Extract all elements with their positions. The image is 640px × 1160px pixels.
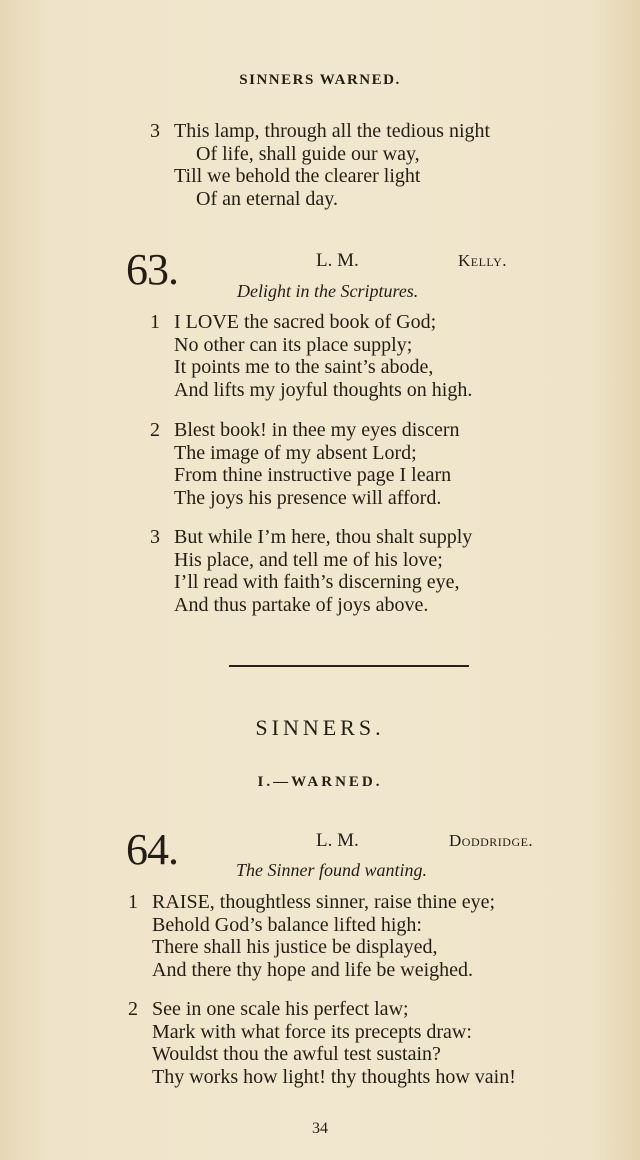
stanza-line: I’ll read with faith’s discerning eye, xyxy=(174,571,460,593)
hymn-63-author: Kelly. xyxy=(458,251,507,270)
hymn-63-stanza-2 xyxy=(150,419,460,509)
section-divider xyxy=(229,665,469,667)
hymn-63-stanza-3 xyxy=(150,526,472,616)
stanza-line: 1 RAISE, thoughtless sinner, raise thine eye; xyxy=(128,891,496,913)
page-number: 34 xyxy=(312,1120,328,1137)
stanza-line: And there thy hope and life be weighed. xyxy=(152,958,474,981)
stanza-line: 2 Blest book! in thee my eyes discern xyxy=(150,419,460,441)
hymn-63-number: 63. xyxy=(126,245,178,294)
stanza-line: 3 But while I’m here, thou shalt supply xyxy=(150,526,473,548)
stanza-line: There shall his justice be displayed, xyxy=(152,936,438,958)
stanza-line: 2 See in one scale his perfect law; xyxy=(128,998,409,1020)
stanza-line: Thy works how light! thy thoughts how vain! xyxy=(152,1065,516,1088)
stanza-line: Of an eternal day. xyxy=(196,187,338,210)
stanza-line: Till we behold the clearer light xyxy=(174,165,421,187)
stanza-line: The joys his presence will afford. xyxy=(174,486,442,509)
hymn-63-title: Delight in the Scriptures. xyxy=(237,281,419,301)
prev-hymn-stanza xyxy=(150,120,490,210)
hymn-64-stanza-2 xyxy=(128,998,516,1088)
hymn-64-stanza-1 xyxy=(128,891,495,981)
stanza-line: 1 I LOVE the sacred book of God; xyxy=(150,311,437,333)
hymn-64-author: Doddridge. xyxy=(449,831,534,850)
hymn-64-number: 64. xyxy=(126,825,178,874)
stanza-line: The image of my absent Lord; xyxy=(174,441,417,464)
running-head: SINNERS WARNED. xyxy=(239,72,401,88)
stanza-line: It points me to the saint’s abode, xyxy=(174,356,434,378)
stanza-line: Of life, shall guide our way, xyxy=(196,142,420,165)
hymn-64-meter: L. M. xyxy=(316,830,359,851)
stanza-line: 3 This lamp, through all the tedious night xyxy=(150,120,491,142)
section-title: SINNERS. xyxy=(255,715,385,740)
stanza-line: No other can its place supply; xyxy=(174,333,413,356)
stanza-line: And lifts my joyful thoughts on high. xyxy=(174,378,473,401)
hymn-63-stanza-1 xyxy=(150,311,472,401)
stanza-line: From thine instructive page I learn xyxy=(174,464,452,486)
stanza-line: Behold God’s balance lifted high: xyxy=(152,913,422,936)
stanza-line: His place, and tell me of his love; xyxy=(174,548,443,571)
stanza-line: Wouldst thou the awful test sustain? xyxy=(152,1043,441,1065)
hymn-63-meter: L. M. xyxy=(316,250,359,271)
hymn-64-title: The Sinner found wanting. xyxy=(236,860,428,880)
stanza-line: Mark with what force its precepts draw: xyxy=(152,1020,472,1043)
subsection-title: I.—WARNED. xyxy=(257,774,383,790)
stanza-line: And thus partake of joys above. xyxy=(174,593,429,616)
